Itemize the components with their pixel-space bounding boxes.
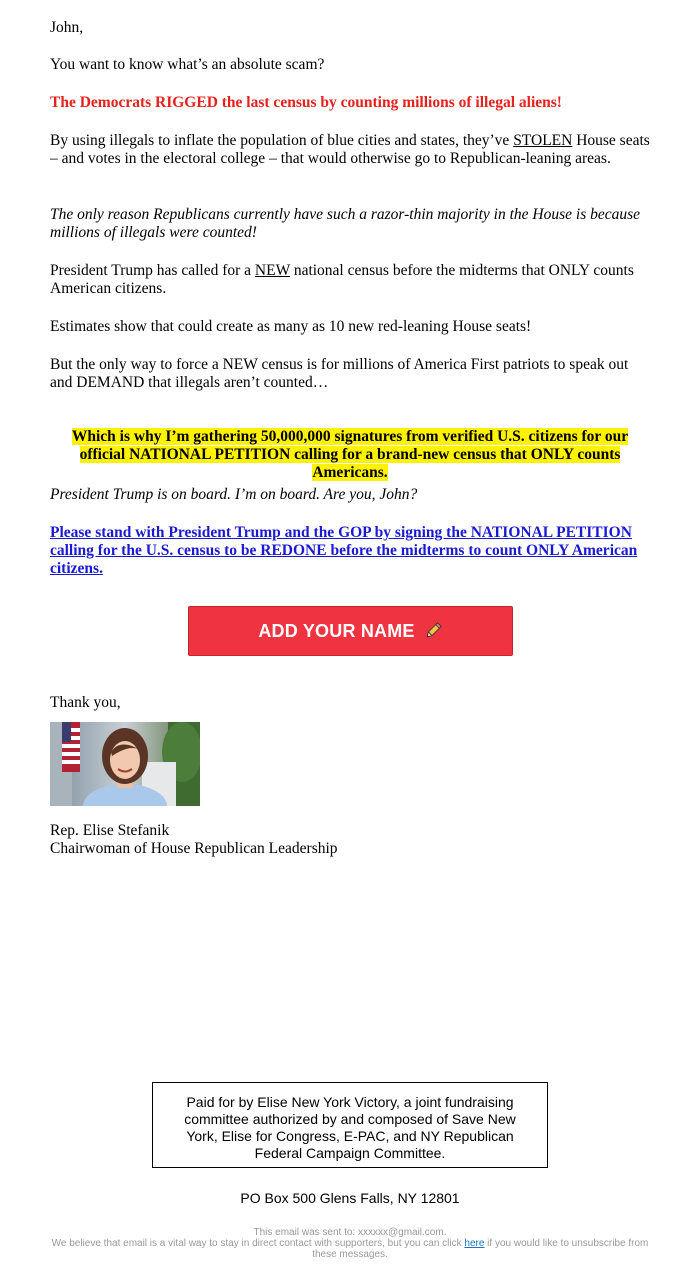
flag-graphic [62,722,80,772]
add-your-name-button[interactable] [188,606,513,656]
pencil-icon [423,621,443,641]
cta-label: ADD YOUR NAME [258,620,415,641]
petition-link[interactable]: Please stand with President Trump and the GOP by signing the NATIONAL PETITION calling for the U.S. census to be REDONE before the midterms to count ONLY American citizens. [50,524,638,577]
highlighted-petition-goal: Which is why I’m gathering 50,000,000 signatures from verified U.S. citizens for our official NATIONAL PETITION calling for a brand-new census that ONLY counts Americans. [71,427,629,481]
stolen-underline: STOLEN [513,132,573,149]
intro-line: You want to know what’s an absolute scam? [50,56,325,73]
paragraph-new-census: President Trump has called for a NEW national census before the midterms that ONLY counts American citizens. [50,262,634,297]
closing: Thank you, [50,694,121,711]
greeting: John, [50,19,84,36]
paragraph-estimates: Estimates show that could create as many as 10 new red-leaning House seats! [50,318,532,335]
italic-on-board: President Trump is on board. I’m on board. Are you, John? [50,486,418,503]
paragraph-stolen-seats: By using illegals to inflate the population of blue cities and states, they’ve STOLEN House seats – and votes in the electoral college – that would otherwise go to Republican-leaning areas. [50,132,650,167]
petition-paragraph [50,524,650,578]
mailing-address: PO Box 500 Glens Falls, NY 12801 [240,1190,460,1206]
sent-to-notice: This email was sent to: xxxxxx@gmail.com. [253,1227,447,1238]
unsubscribe-link[interactable]: here [464,1238,485,1249]
signer-photo [50,722,200,806]
headline: The Democrats RIGGED the last census by counting millions of illegal aliens! [50,94,562,111]
new-underline: NEW [254,262,290,279]
italic-majority-note: The only reason Republicans currently have such a razor-thin majority in the House is because millions of illegals were counted! [50,206,641,241]
unsubscribe-notice: We believe that email is a vital way to stay in direct contact with supporters, but you can click here if you would like to unsubscribe from these messages. [51,1238,649,1260]
paid-for-disclaimer: Paid for by Elise New York Victory, a joint fundraising committee authorized by and composed of Save New York, Elise for Congress, E-PAC, and NY Republican Federal Campaign Committee. [152,1082,548,1168]
signer-title: Chairwoman of House Republican Leadership [50,840,338,857]
signer-name: Rep. Elise Stefanik [50,822,170,839]
paragraph-force-census: But the only way to force a NEW census is for millions of America First patriots to speak out and DEMAND that illegals aren’t counted… [50,356,629,391]
